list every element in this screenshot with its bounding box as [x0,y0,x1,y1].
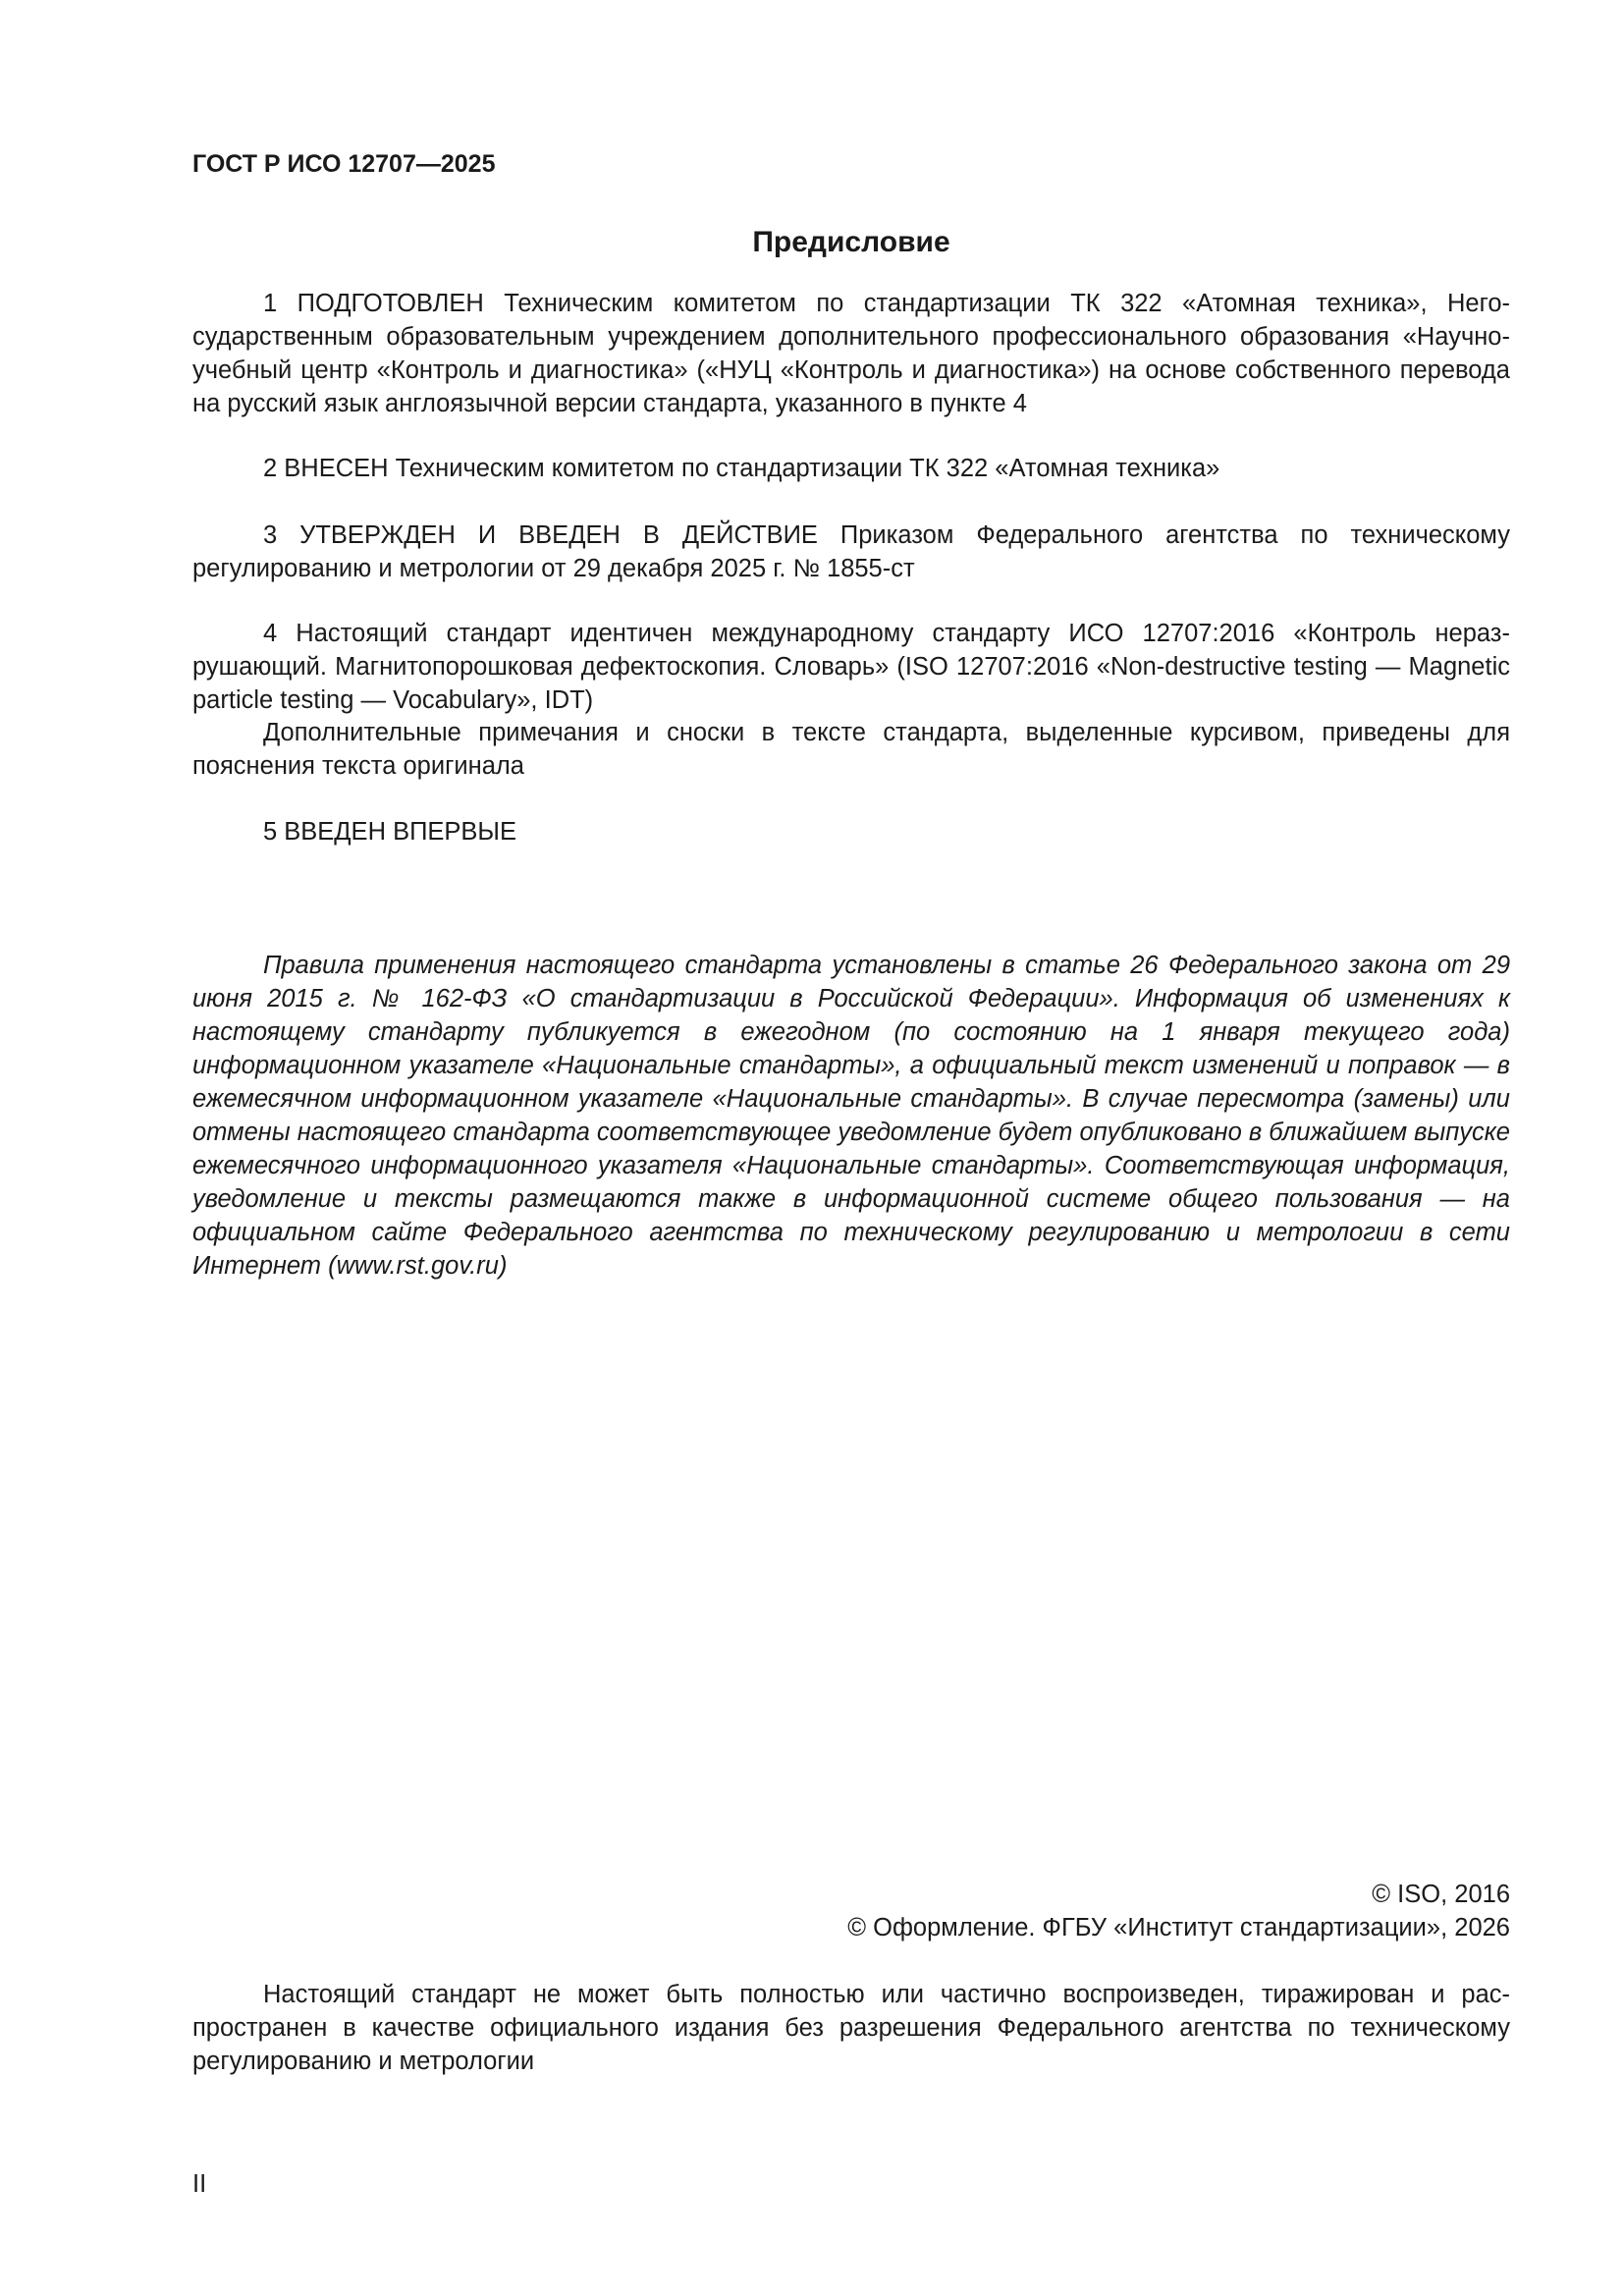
paragraph-item-5: 5 ВВЕДЕН ВПЕРВЫЕ [263,818,517,846]
page-number: II [192,2170,207,2198]
document-page [192,0,1510,2296]
rules-notice: Правила применения настоящего стандарта установлены в статье 26 Федерального закона от 29 июня 2015 г. № 162-ФЗ «О стандартизации в Российской Федерации». Информация об изменениях к настоящему стандарту публикуется в ежегодном (по состоянию на 1 января текущего года) информационном указателе «Национальные стандарты», а официальный текст изменений и поправок — в ежемесячном информационном указателе «Национальные стандарты». В случае пересмотра (замены) или отмены настоящего стандарта соответствующее уведомление будет опубликовано в ближайшем выпуске ежемесячного информационного указателя «Национальные стандарты». Соответствующая информация, уведомление и тексты размещаются также в информационной системе общего пользования — на официальном сайте Федерального агентства по техническому регулированию и метрологии в сети Интернет (www.rst.gov.ru) [192,952,1510,1280]
paragraph-item-2: 2 ВНЕСЕН Техническим комитетом по стандартизации ТК 322 «Атомная техника» [263,455,1220,482]
reproduction-notice: Настоящий стандарт не может быть полностью или частично воспроизведен, тиражирован и распространен в качестве официального издания без разрешения Федерального агентства по техническому регулированию и метрологии [192,1981,1510,2075]
copyright-iso: © ISO, 2016 [1372,1881,1510,1908]
paragraph-item-4: 4 Настоящий стандарт идентичен международному стандарту ИСО 12707:2016 «Контроль неразрушающий. Магнитопорошковая дефектоскопия. Словарь» (ISO 12707:2016 «Non-destructive testing — Magnetic particle testing — Vocabulary», IDT) [192,620,1510,714]
paragraph-item-3: 3 УТВЕРЖДЕН И ВВЕДЕН В ДЕЙСТВИЕ Приказом Федерального агентства по техническому регулированию и метрологии от 29 декабря 2025 г. № 1855-ст [192,521,1510,582]
paragraph-item-1: 1 ПОДГОТОВЛЕН Техническим комитетом по стандартизации ТК 322 «Атомная техника», Негосударственным образовательным учреждением дополнительного профессионального образования «Научно-учебный центр «Контроль и диагностика» («НУЦ «Контроль и диагностика») на основе собственного перевода на русский язык англоязычной версии стандарта, указанного в пункте 4 [192,290,1510,417]
paragraph-item-4-note: Дополнительные примечания и сноски в тексте стандарта, выделенные курсивом, приведены для пояснения текста оригинала [192,719,1510,780]
copyright-design: © Оформление. ФГБУ «Институт стандартизации», 2026 [847,1914,1510,1941]
page-title: Предисловие [752,226,950,258]
document-header: ГОСТ Р ИСО 12707—2025 [192,150,496,178]
